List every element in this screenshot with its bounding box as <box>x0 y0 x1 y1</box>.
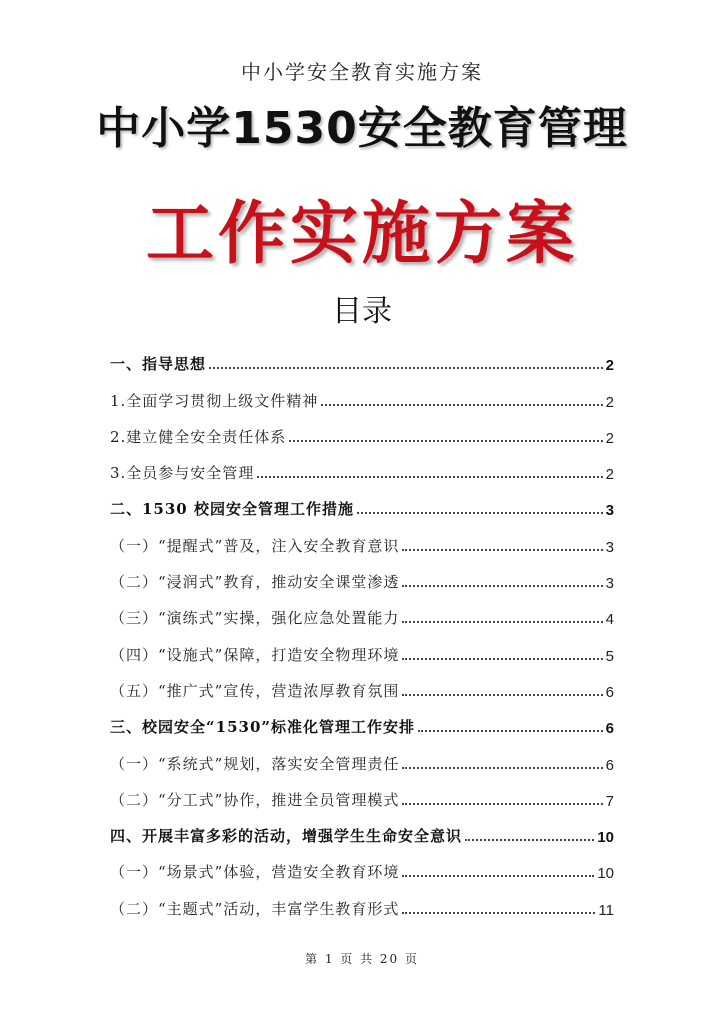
toc-entry[interactable] <box>110 665 614 701</box>
toc-entry[interactable] <box>110 338 614 374</box>
toc-entry-label: 1.全面学习贯彻上级文件精神 <box>110 391 319 410</box>
toc-entry[interactable] <box>110 374 614 410</box>
toc-entry-label: （一）“场景式”体验，营造安全教育环境 <box>110 863 400 882</box>
toc-entry-page-number: 10 <box>597 865 614 883</box>
toc-entry-label: （二）“主题式”活动，丰富学生教育形式 <box>110 899 400 918</box>
toc-entry-page-number: 4 <box>605 611 614 629</box>
toc-dot-leader <box>402 767 602 769</box>
toc-entry-label: （二）“分工式”协作，推进全员管理模式 <box>110 790 400 809</box>
toc-entry-page-number: 2 <box>605 466 614 484</box>
toc-entry-page-number: 2 <box>605 357 614 375</box>
toc-entry[interactable] <box>110 701 614 737</box>
toc-entry[interactable] <box>110 556 614 592</box>
toc-entry-label: 三、校园安全“1530”标准化管理工作安排 <box>110 718 416 737</box>
toc-entry-page-number: 3 <box>605 538 614 556</box>
toc-entry-page-number: 6 <box>605 683 614 701</box>
toc-entry[interactable] <box>110 519 614 555</box>
toc-heading: 目录 <box>332 294 392 329</box>
document-title-line1: 中小学1530安全教育管理 <box>96 103 628 154</box>
toc-dot-leader <box>402 912 595 914</box>
toc-entry-label: 二、1530 校园安全管理工作措施 <box>110 500 354 519</box>
toc-entry-label: 2.建立健全安全责任体系 <box>110 427 287 446</box>
toc-entry-label: 3.全员参与安全管理 <box>110 464 255 483</box>
document-title-line2: 工作实施方案 <box>145 195 578 274</box>
page-footer: 第 1 页 共 20 页 <box>305 952 419 966</box>
toc-entry-page-number: 7 <box>605 792 614 810</box>
toc-entry[interactable] <box>110 774 614 810</box>
toc-entry-page-number: 10 <box>597 829 614 847</box>
toc-entry-page-number: 2 <box>605 429 614 447</box>
toc-dot-leader <box>402 875 594 877</box>
toc-entry-page-number: 11 <box>598 901 614 919</box>
toc-dot-leader <box>209 367 603 369</box>
toc-dot-leader <box>418 730 603 732</box>
toc-dot-leader <box>465 839 594 841</box>
toc-entry[interactable] <box>110 882 614 918</box>
toc-entry-label: （三）“演练式”实操，强化应急处置能力 <box>110 609 400 628</box>
toc-entry[interactable] <box>110 846 614 882</box>
toc-entry-page-number: 3 <box>605 575 614 593</box>
toc-dot-leader <box>402 658 602 660</box>
toc-entry-label: （二）“浸润式”教育，推动安全课堂渗透 <box>110 573 400 592</box>
toc-entry-page-number: 3 <box>605 502 614 520</box>
toc-dot-leader <box>321 404 602 406</box>
toc-entry[interactable] <box>110 483 614 519</box>
running-header: 中小学安全教育实施方案 <box>241 60 483 84</box>
toc-entry[interactable] <box>110 411 614 447</box>
toc-entry-label: （五）“推广式”宣传，营造浓厚教育氛围 <box>110 681 400 700</box>
toc-entry[interactable] <box>110 628 614 664</box>
toc-entry-label: 四、开展丰富多彩的活动，增强学生生命安全意识 <box>110 827 463 846</box>
toc-entry-page-number: 6 <box>605 756 614 774</box>
toc-entry[interactable] <box>110 447 614 483</box>
toc-dot-leader <box>402 549 602 551</box>
toc-dot-leader <box>402 585 602 587</box>
toc-entry[interactable] <box>110 737 614 773</box>
toc-dot-leader <box>357 512 603 514</box>
toc-entry-page-number: 6 <box>605 720 614 738</box>
toc-dot-leader <box>402 803 602 805</box>
toc-entry-label: （一）“提醒式”普及，注入安全教育意识 <box>110 536 400 555</box>
toc-entry-page-number: 2 <box>605 393 614 411</box>
toc-entry-label: （四）“设施式”保障，打造安全物理环境 <box>110 645 400 664</box>
toc-dot-leader <box>289 440 602 442</box>
toc-entry-label: 一、指导思想 <box>110 355 207 374</box>
toc-entry[interactable] <box>110 592 614 628</box>
toc-entry-label: （一）“系统式”规划，落实安全管理责任 <box>110 754 400 773</box>
toc-entry-page-number: 5 <box>605 647 614 665</box>
toc-dot-leader <box>402 694 602 696</box>
table-of-contents <box>110 338 614 919</box>
toc-dot-leader <box>257 476 602 478</box>
toc-dot-leader <box>402 621 602 623</box>
toc-entry[interactable] <box>110 810 614 846</box>
